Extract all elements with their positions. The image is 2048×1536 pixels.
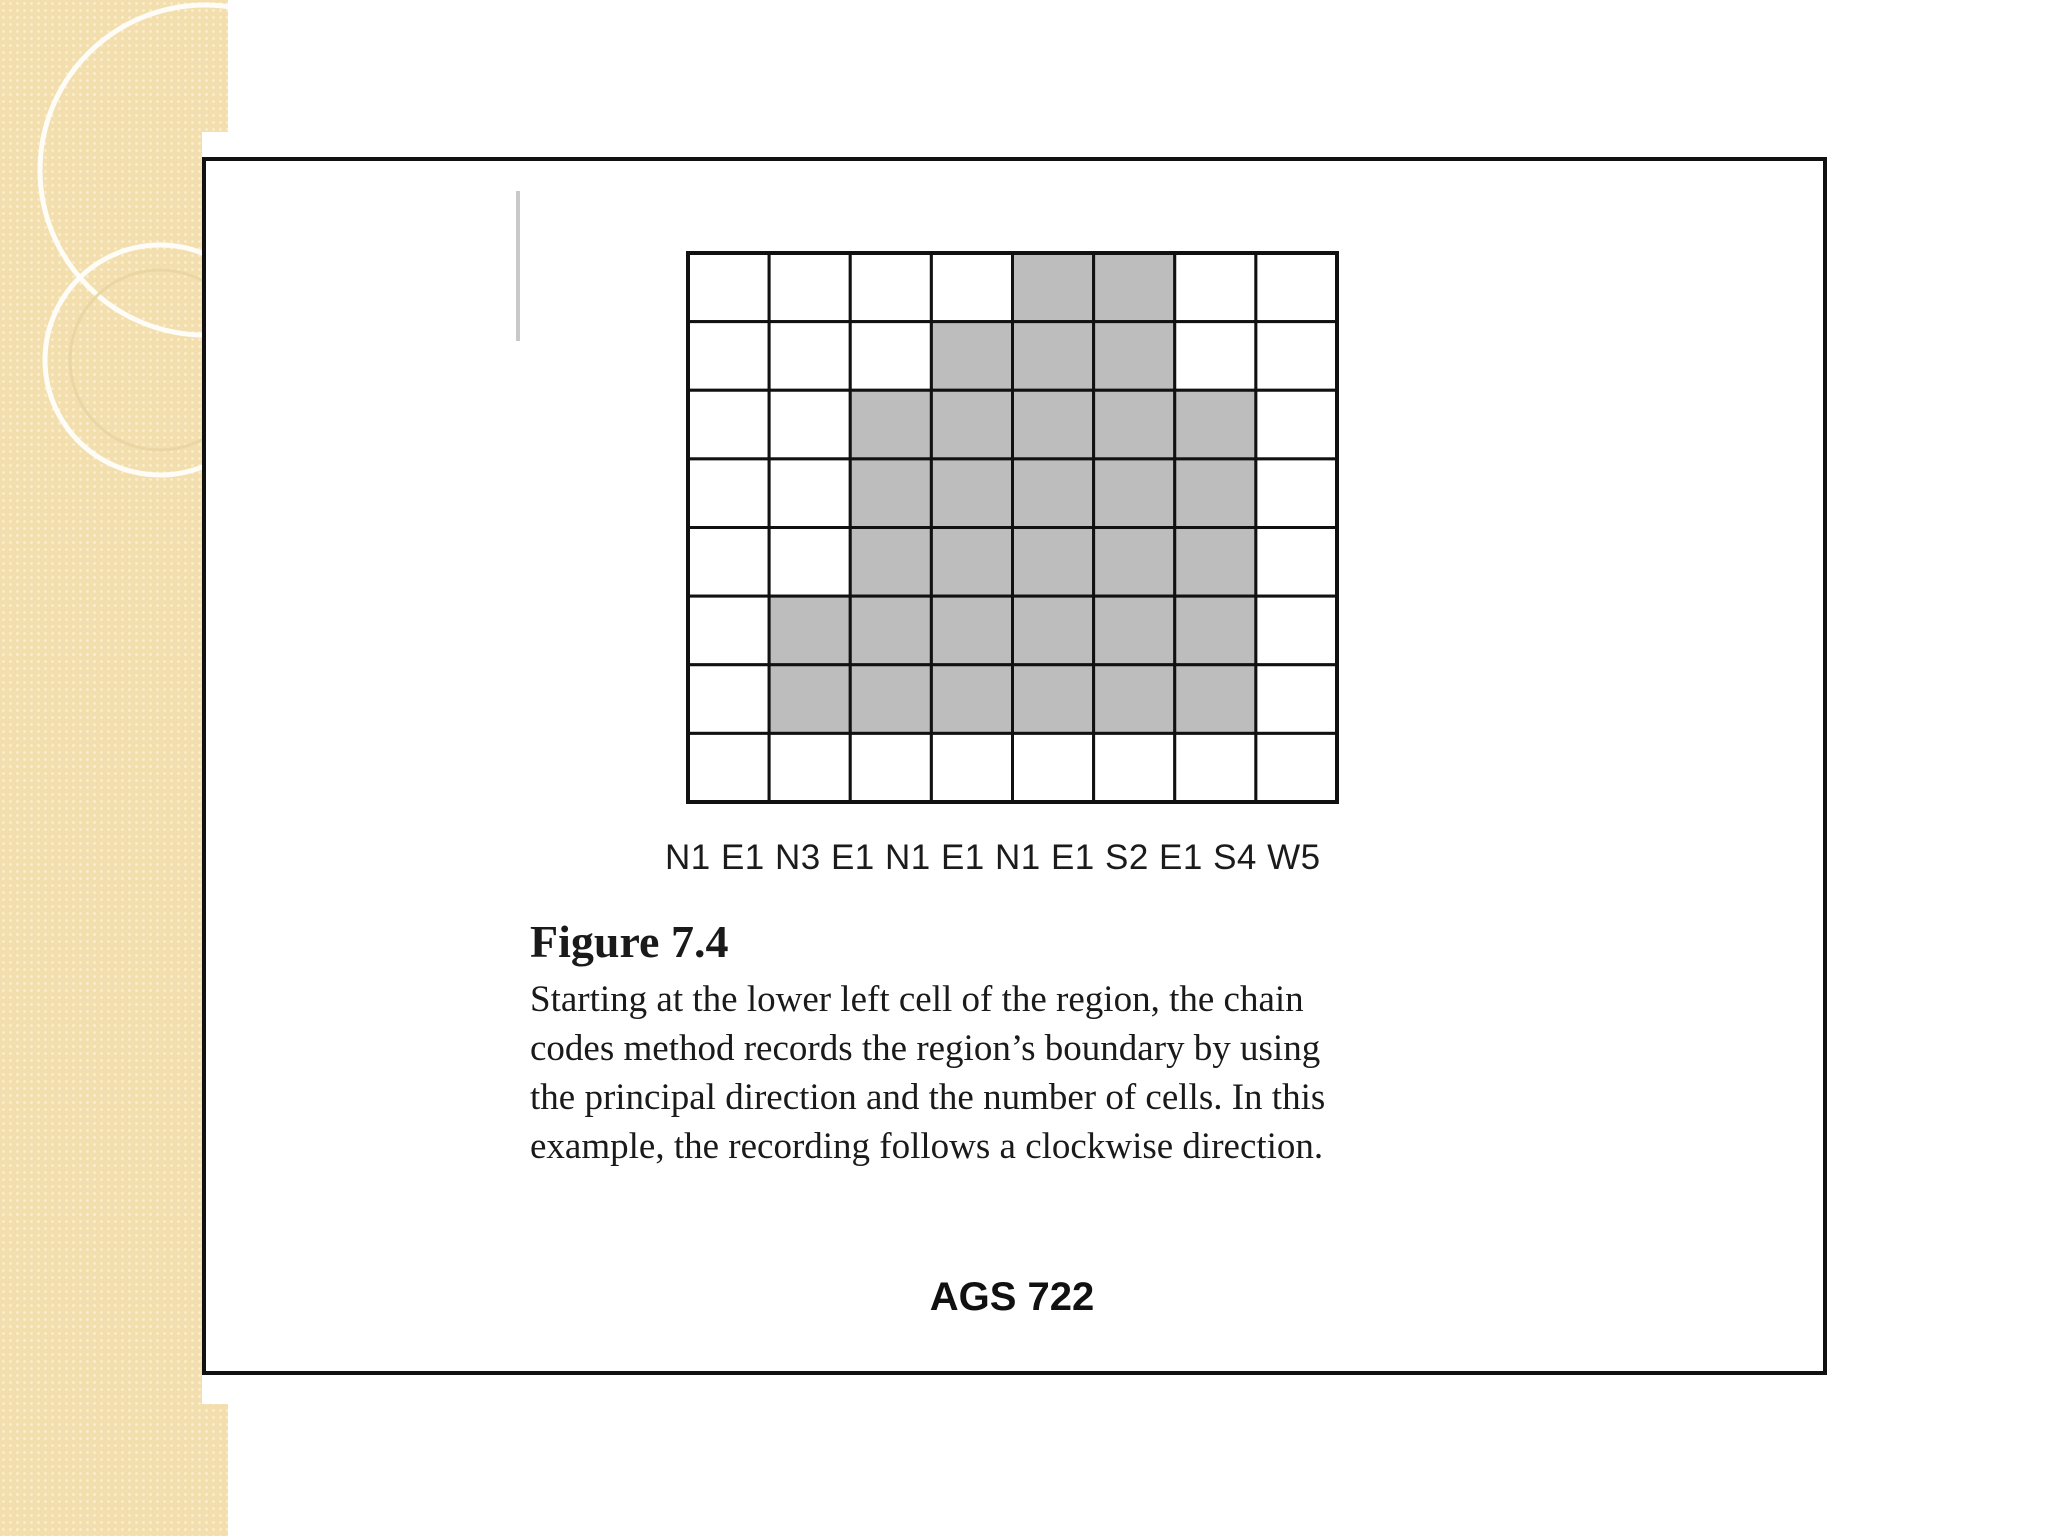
grid-cell <box>688 733 769 802</box>
grid-cell <box>688 596 769 665</box>
caption-line: the principal direction and the number of cells. In this <box>530 1077 1326 1118</box>
grid-cell-shaded <box>1094 596 1175 665</box>
grid-cell <box>1256 733 1337 802</box>
caption-line: codes method records the region’s boundary by using <box>530 1028 1321 1069</box>
grid-cell-shaded <box>769 596 850 665</box>
grid-cell <box>1256 528 1337 597</box>
caption-line: example, the recording follows a clockwise direction. <box>530 1126 1324 1167</box>
grid-cell-shaded <box>850 390 931 459</box>
grid-drawing <box>685 250 1340 805</box>
grid-cell <box>688 459 769 528</box>
grid-cell <box>1175 322 1256 391</box>
grid-cell-shaded <box>769 665 850 734</box>
grid-cell-shaded <box>1013 459 1094 528</box>
grid-cell <box>850 733 931 802</box>
grid-cell <box>769 390 850 459</box>
grid-cell <box>1175 253 1256 322</box>
grid-cell <box>931 733 1012 802</box>
grid-cell <box>1175 733 1256 802</box>
chain-code-grid <box>685 250 1340 805</box>
grid-cell <box>769 528 850 597</box>
grid-cell <box>769 733 850 802</box>
grid-cell-shaded <box>1013 253 1094 322</box>
grid-cell-shaded <box>850 528 931 597</box>
grid-cell-shaded <box>1013 665 1094 734</box>
grid-cell-shaded <box>1175 390 1256 459</box>
grid-cell-shaded <box>1094 665 1175 734</box>
grid-cell-shaded <box>1013 322 1094 391</box>
grid-cell <box>769 322 850 391</box>
grid-cell <box>931 253 1012 322</box>
grid-cell-shaded <box>931 459 1012 528</box>
grid-cell <box>850 322 931 391</box>
grid-cell-shaded <box>931 596 1012 665</box>
grid-cell-shaded <box>1094 322 1175 391</box>
grid-cell-shaded <box>850 459 931 528</box>
grid-cell-shaded <box>1094 390 1175 459</box>
grid-cell <box>1256 253 1337 322</box>
grid-cell <box>1256 322 1337 391</box>
grid-cell <box>688 390 769 459</box>
grid-cell-shaded <box>931 528 1012 597</box>
grid-cell-shaded <box>1094 528 1175 597</box>
caption-line: Starting at the lower left cell of the region, the chain <box>530 979 1304 1020</box>
grid-cell-shaded <box>1013 390 1094 459</box>
scan-artifact-line <box>516 191 520 341</box>
grid-cell-shaded <box>850 665 931 734</box>
grid-cell <box>850 253 931 322</box>
grid-cell <box>688 253 769 322</box>
course-label: AGS 722 <box>929 1275 1095 1319</box>
grid-cell-shaded <box>1094 459 1175 528</box>
grid-cell <box>1013 733 1094 802</box>
grid-cell <box>769 253 850 322</box>
grid-cell <box>688 322 769 391</box>
chain-code-sequence: N1 E1 N3 E1 N1 E1 N1 E1 S2 E1 S4 W5 <box>665 838 1321 877</box>
grid-cell-shaded <box>1175 596 1256 665</box>
grid-cell <box>769 459 850 528</box>
grid-cell <box>688 528 769 597</box>
grid-cell <box>688 665 769 734</box>
grid-cell-shaded <box>931 322 1012 391</box>
grid-cell <box>1256 665 1337 734</box>
figure-title: Figure 7.4 <box>530 916 729 967</box>
grid-cell <box>1256 390 1337 459</box>
grid-cell-shaded <box>1175 528 1256 597</box>
grid-cell-shaded <box>931 665 1012 734</box>
grid-cell-shaded <box>931 390 1012 459</box>
grid-cell-shaded <box>1094 253 1175 322</box>
grid-cell <box>1256 596 1337 665</box>
grid-cell-shaded <box>1013 528 1094 597</box>
figure-caption <box>530 975 1490 1171</box>
grid-cell-shaded <box>1175 665 1256 734</box>
grid-cell <box>1256 459 1337 528</box>
grid-cell-shaded <box>1175 459 1256 528</box>
grid-cell <box>1094 733 1175 802</box>
grid-cell-shaded <box>850 596 931 665</box>
grid-cell-shaded <box>1013 596 1094 665</box>
